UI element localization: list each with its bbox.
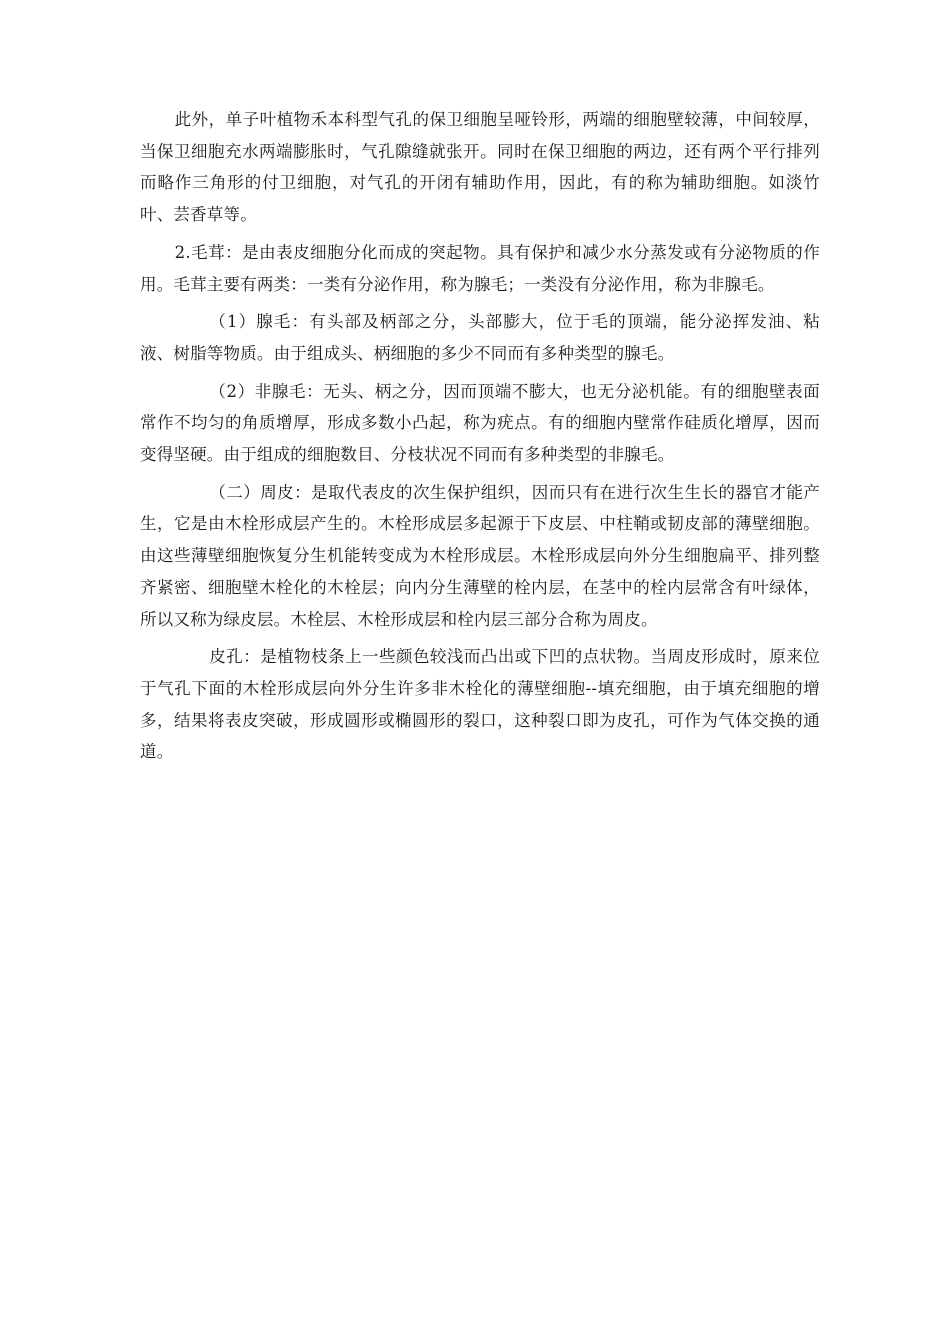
document-body bbox=[140, 104, 820, 774]
paragraph-trichomes: 2.毛茸：是由表皮细胞分化而成的突起物。具有保护和减少水分蒸发或有分泌物质的作用。毛茸主要有两类：一类有分泌作用，称为腺毛；一类没有分泌作用，称为非腺毛。 bbox=[140, 242, 820, 294]
paragraph-lenticel: 皮孔：是植物枝条上一些颜色较浅而凸出或下凹的点状物。当周皮形成时，原来位于气孔下面的木栓形成层向外分生许多非木栓化的薄壁细胞--填充细胞，由于填充细胞的增多，结果将表皮突破，形成圆形或椭圆形的裂口，这种裂口即为皮孔，可作为气体交换的通道。 bbox=[140, 647, 820, 762]
paragraph-periderm: （二）周皮：是取代表皮的次生保护组织，因而只有在进行次生生长的器官才能产生，它是由木栓形成层产生的。木栓形成层多起源于下皮层、中柱鞘或韧皮部的薄壁细胞。由这些薄壁细胞恢复分生机能转变成为木栓形成层。木栓形成层向外分生细胞扁平、排列整齐紧密、细胞壁木栓化的木栓层；向内分生薄壁的栓内层，在茎中的栓内层常含有叶绿体，所以又称为绿皮层。木栓层、木栓形成层和栓内层三部分合称为周皮。 bbox=[140, 482, 820, 629]
paragraph-non-glandular-hair: （2）非腺毛：无头、柄之分，因而顶端不膨大，也无分泌机能。有的细胞壁表面常作不均匀的角质增厚，形成多数小凸起，称为疣点。有的细胞内壁常作硅质化增厚，因而变得坚硬。由于组成的细胞数目、分枝状况不同而有多种类型的非腺毛。 bbox=[140, 381, 820, 465]
paragraph-monocot-stomata: 此外，单子叶植物禾本科型气孔的保卫细胞呈哑铃形，两端的细胞壁较薄，中间较厚，当保卫细胞充水两端膨胀时，气孔隙缝就张开。同时在保卫细胞的两边，还有两个平行排列而略作三角形的付卫细胞，对气孔的开闭有辅助作用，因此，有的称为辅助细胞。如淡竹叶、芸香草等。 bbox=[140, 110, 820, 225]
paragraph-glandular-hair: （1）腺毛：有头部及柄部之分，头部膨大，位于毛的顶端，能分泌挥发油、粘液、树脂等物质。由于组成头、柄细胞的多少不同而有多种类型的腺毛。 bbox=[140, 312, 820, 363]
